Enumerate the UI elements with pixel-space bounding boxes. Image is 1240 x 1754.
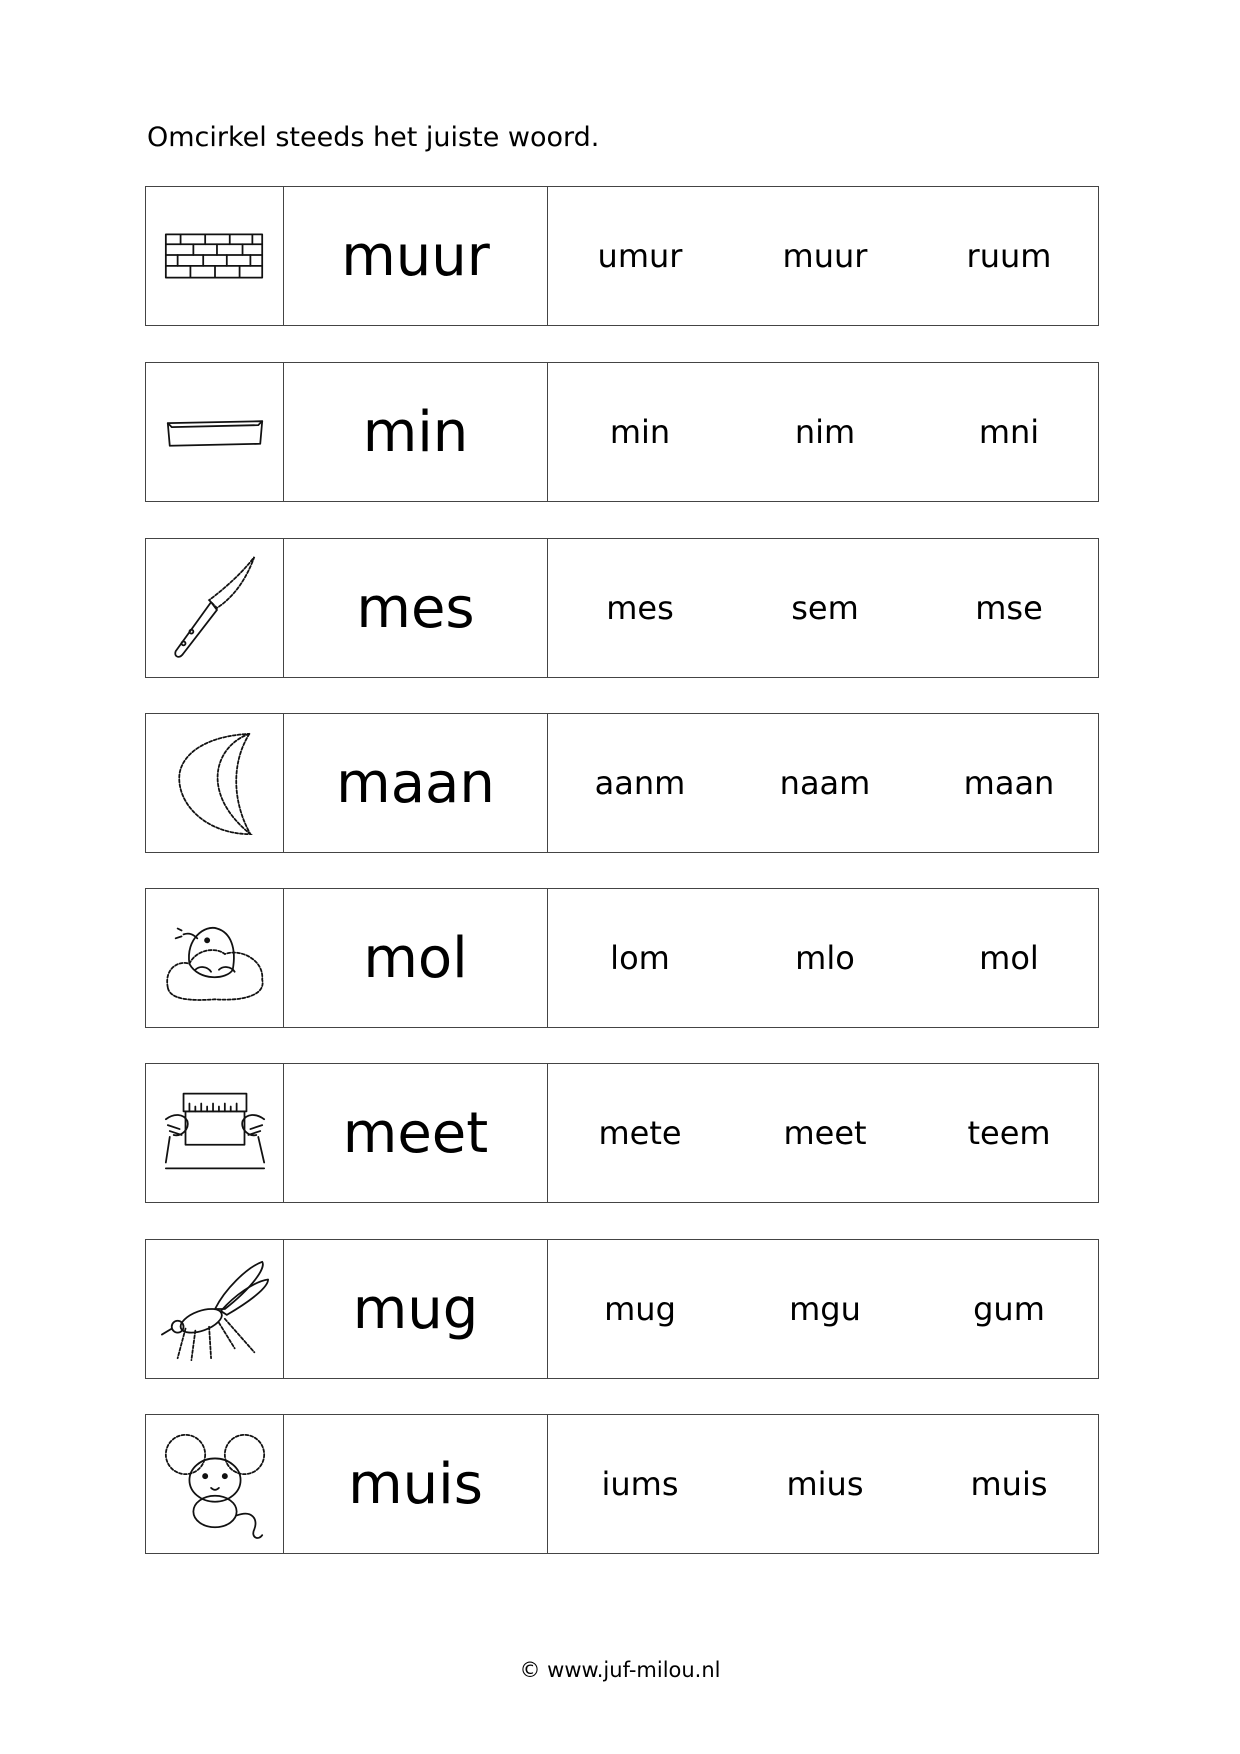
mole-icon xyxy=(146,889,284,1027)
options-area xyxy=(548,363,1098,501)
target-word: meet xyxy=(284,1064,548,1202)
exercise-row-3 xyxy=(145,538,1099,678)
options-area xyxy=(548,714,1098,852)
option-3[interactable]: gum xyxy=(973,1290,1045,1328)
options-area xyxy=(548,539,1098,677)
option-2[interactable]: naam xyxy=(779,764,871,802)
option-3[interactable]: ruum xyxy=(966,237,1052,275)
option-2[interactable]: muur xyxy=(782,237,868,275)
exercise-row-8 xyxy=(145,1414,1099,1554)
exercise-row-2 xyxy=(145,362,1099,502)
option-2[interactable]: nim xyxy=(794,413,856,451)
exercise-row-6 xyxy=(145,1063,1099,1203)
options-area xyxy=(548,1064,1098,1202)
mosquito-icon xyxy=(146,1240,284,1378)
target-word: muur xyxy=(284,187,548,325)
option-2[interactable]: meet xyxy=(783,1114,867,1152)
option-3[interactable]: teem xyxy=(967,1114,1051,1152)
exercise-row-7 xyxy=(145,1239,1099,1379)
knife-icon xyxy=(146,539,284,677)
option-2[interactable]: mlo xyxy=(795,939,855,977)
target-word: min xyxy=(284,363,548,501)
copyright-footer: © www.juf-milou.nl xyxy=(519,1658,721,1682)
option-1[interactable]: iums xyxy=(601,1465,679,1503)
option-3[interactable]: mol xyxy=(979,939,1039,977)
option-1[interactable]: mug xyxy=(604,1290,676,1328)
option-1[interactable]: min xyxy=(609,413,671,451)
options-area xyxy=(548,1240,1098,1378)
exercise-row-4 xyxy=(145,713,1099,853)
mouse-icon xyxy=(146,1415,284,1553)
option-1[interactable]: umur xyxy=(597,237,683,275)
option-3[interactable]: maan xyxy=(963,764,1055,802)
option-1[interactable]: aanm xyxy=(594,764,686,802)
options-area xyxy=(548,1415,1098,1553)
option-3[interactable]: mse xyxy=(975,589,1043,627)
option-1[interactable]: mete xyxy=(598,1114,682,1152)
option-2[interactable]: sem xyxy=(791,589,859,627)
target-word: mol xyxy=(284,889,548,1027)
option-3[interactable]: muis xyxy=(970,1465,1048,1503)
options-area xyxy=(548,187,1098,325)
option-2[interactable]: mgu xyxy=(789,1290,861,1328)
crescent-moon-icon xyxy=(146,714,284,852)
brick-wall-icon xyxy=(146,187,284,325)
plank-icon xyxy=(146,363,284,501)
instruction-text: Omcirkel steeds het juiste woord. xyxy=(147,122,600,153)
measuring-hands-icon xyxy=(146,1064,284,1202)
target-word: maan xyxy=(284,714,548,852)
option-1[interactable]: lom xyxy=(610,939,670,977)
option-2[interactable]: mius xyxy=(786,1465,864,1503)
target-word: mes xyxy=(284,539,548,677)
exercise-row-1 xyxy=(145,186,1099,326)
target-word: mug xyxy=(284,1240,548,1378)
option-1[interactable]: mes xyxy=(606,589,674,627)
options-area xyxy=(548,889,1098,1027)
target-word: muis xyxy=(284,1415,548,1553)
exercise-row-5 xyxy=(145,888,1099,1028)
option-3[interactable]: mni xyxy=(978,413,1040,451)
